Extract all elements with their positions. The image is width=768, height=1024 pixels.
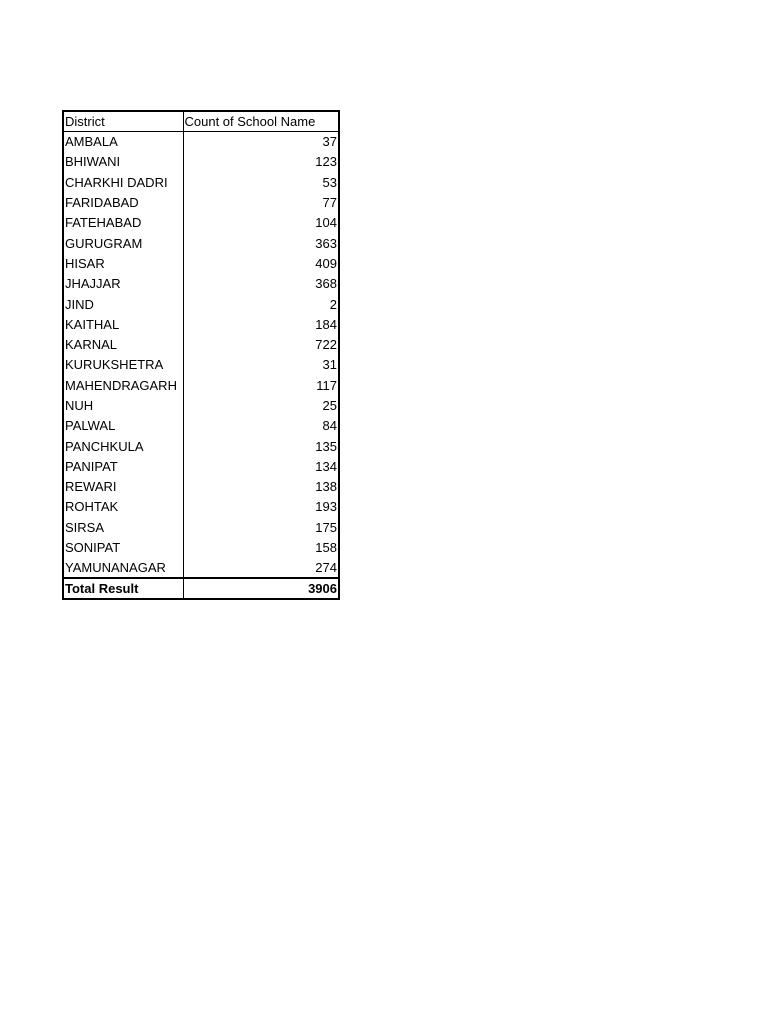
district-cell: REWARI <box>63 477 183 497</box>
district-cell: JHAJJAR <box>63 274 183 294</box>
table-row <box>63 558 339 578</box>
header-row <box>63 111 339 132</box>
table-header <box>63 111 339 132</box>
table-row <box>63 253 339 273</box>
count-cell: 363 <box>183 233 339 253</box>
pivot-table <box>62 110 340 600</box>
column-header-district: District <box>63 111 183 132</box>
district-cell: JIND <box>63 294 183 314</box>
table-row <box>63 334 339 354</box>
table-row <box>63 375 339 395</box>
column-header-count: Count of School Name <box>183 111 339 132</box>
count-cell: 104 <box>183 213 339 233</box>
count-cell: 193 <box>183 497 339 517</box>
district-cell: SONIPAT <box>63 537 183 557</box>
district-cell: PANCHKULA <box>63 436 183 456</box>
table-row <box>63 497 339 517</box>
district-cell: GURUGRAM <box>63 233 183 253</box>
table-row <box>63 477 339 497</box>
count-cell: 175 <box>183 517 339 537</box>
district-cell: YAMUNANAGAR <box>63 558 183 578</box>
table-footer <box>63 578 339 599</box>
table-row <box>63 172 339 192</box>
district-cell: SIRSA <box>63 517 183 537</box>
count-cell: 184 <box>183 314 339 334</box>
table-row <box>63 517 339 537</box>
total-row <box>63 578 339 599</box>
count-cell: 123 <box>183 152 339 172</box>
count-cell: 37 <box>183 132 339 152</box>
district-cell: KURUKSHETRA <box>63 355 183 375</box>
count-cell: 25 <box>183 395 339 415</box>
district-cell: PANIPAT <box>63 456 183 476</box>
count-cell: 135 <box>183 436 339 456</box>
count-cell: 77 <box>183 192 339 212</box>
table-body <box>63 132 339 579</box>
table-row <box>63 192 339 212</box>
count-cell: 158 <box>183 537 339 557</box>
count-cell: 368 <box>183 274 339 294</box>
total-count: 3906 <box>183 578 339 599</box>
table-row <box>63 436 339 456</box>
count-cell: 84 <box>183 416 339 436</box>
total-label: Total Result <box>63 578 183 599</box>
district-cell: KAITHAL <box>63 314 183 334</box>
count-cell: 2 <box>183 294 339 314</box>
table-row <box>63 314 339 334</box>
table-row <box>63 456 339 476</box>
count-cell: 117 <box>183 375 339 395</box>
count-cell: 138 <box>183 477 339 497</box>
count-cell: 274 <box>183 558 339 578</box>
district-cell: AMBALA <box>63 132 183 152</box>
count-cell: 53 <box>183 172 339 192</box>
district-cell: ROHTAK <box>63 497 183 517</box>
district-cell: CHARKHI DADRI <box>63 172 183 192</box>
district-cell: BHIWANI <box>63 152 183 172</box>
table-row <box>63 537 339 557</box>
table-row <box>63 233 339 253</box>
district-cell: FARIDABAD <box>63 192 183 212</box>
count-cell: 409 <box>183 253 339 273</box>
district-cell: MAHENDRAGARH <box>63 375 183 395</box>
district-cell: KARNAL <box>63 334 183 354</box>
table-row <box>63 213 339 233</box>
table-row <box>63 274 339 294</box>
table-row <box>63 395 339 415</box>
district-cell: HISAR <box>63 253 183 273</box>
table-row <box>63 355 339 375</box>
count-cell: 31 <box>183 355 339 375</box>
table-row <box>63 132 339 152</box>
table-row <box>63 294 339 314</box>
district-cell: PALWAL <box>63 416 183 436</box>
district-cell: NUH <box>63 395 183 415</box>
district-cell: FATEHABAD <box>63 213 183 233</box>
table-row <box>63 152 339 172</box>
count-cell: 722 <box>183 334 339 354</box>
table-row <box>63 416 339 436</box>
count-cell: 134 <box>183 456 339 476</box>
